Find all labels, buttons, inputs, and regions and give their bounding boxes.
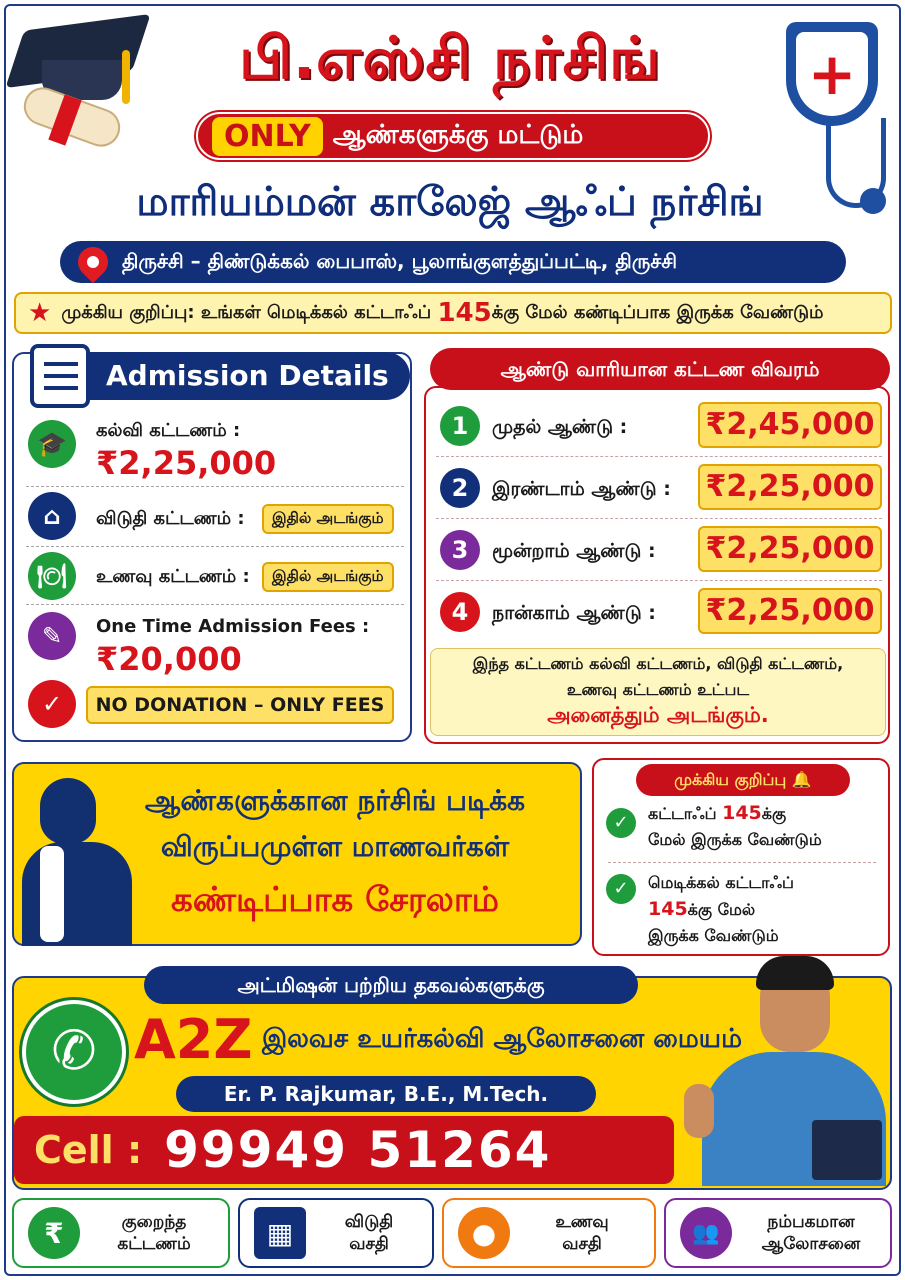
cell-label: Cell : xyxy=(34,1128,143,1172)
male-nurse-head xyxy=(40,778,96,844)
onetime-fee-label: One Time Admission Fees : xyxy=(96,616,370,637)
food-label: உணவு கட்டணம் : xyxy=(96,566,250,587)
nurse-coat xyxy=(40,846,64,942)
people-icon: 👥 xyxy=(680,1207,732,1259)
year-amount: ₹2,25,000 xyxy=(698,588,882,634)
year-amount: ₹2,25,000 xyxy=(698,464,882,510)
year-label: முதல் ஆண்டு : xyxy=(492,416,628,438)
feature-label: நம்பகமான ஆலோசனை xyxy=(761,1212,861,1254)
year-label: இரண்டாம் ஆண்டு : xyxy=(492,478,671,500)
phone-icon[interactable]: ✆ xyxy=(22,1000,126,1104)
divider xyxy=(436,580,882,581)
important-item-2: மெடிக்கல் கட்டாஃப் 145க்கு மேல் இருக்க வேண்டும் xyxy=(648,873,794,945)
building-icon: ▦ xyxy=(254,1207,306,1259)
cap-tassel xyxy=(122,50,130,104)
hostel-included-chip: இதில் அடங்கும் xyxy=(262,504,394,534)
location-pin-icon xyxy=(72,241,114,283)
admission-details-box xyxy=(12,352,412,742)
thumbs-up-icon xyxy=(684,1084,714,1138)
important-note-heading: முக்கிய குறிப்பு 🔔 xyxy=(636,764,850,796)
men-invite-line-3: கண்டிப்பாக சேரலாம் xyxy=(171,880,499,920)
form-document-icon: ✎ xyxy=(28,612,76,660)
star-icon: ★ xyxy=(28,298,52,328)
only-men-text: ஆண்களுக்கு மட்டும் xyxy=(332,119,584,150)
yearly-fees-note xyxy=(430,648,886,736)
notice-cutoff-number: 145 xyxy=(437,298,492,328)
only-men-banner xyxy=(196,112,710,160)
bell-icon: 🔔 xyxy=(791,770,812,789)
men-invite-line-1: ஆண்களுக்கான நர்சிங் படிக்க xyxy=(144,784,526,817)
tuition-label: கல்வி கட்டணம் : xyxy=(96,420,241,441)
graduation-cap-icon: 🎓 xyxy=(28,420,76,468)
rupee-icon: ₹ xyxy=(28,1207,80,1259)
divider xyxy=(608,862,876,863)
address-bar xyxy=(60,241,846,283)
check-icon: ✓ xyxy=(606,874,636,904)
no-donation-badge: NO DONATION – ONLY FEES xyxy=(86,686,394,724)
counselling-center-name: இலவச உயர்கல்வி ஆலோசனை மையம் xyxy=(262,1024,743,1054)
year-label: மூன்றாம் ஆண்டு : xyxy=(492,540,656,562)
hostel-label: விடுதி கட்டணம் : xyxy=(96,508,245,529)
admission-details-heading: Admission Details xyxy=(30,352,410,400)
plate-icon: ● xyxy=(458,1207,510,1259)
book-icon xyxy=(812,1120,882,1180)
year-number-badge: 1 xyxy=(440,406,480,446)
a2z-brand: A2Z xyxy=(134,1008,253,1071)
food-plate-icon: 🍽 xyxy=(28,552,76,600)
divider xyxy=(26,486,404,487)
cell-number[interactable]: 99949 51264 xyxy=(164,1121,552,1179)
address-text: திருச்சி – திண்டுக்கல் பைபாஸ், பூலாங்குளத்துப்பட்டி, திருச்சி xyxy=(122,248,677,273)
feature-low-fees xyxy=(12,1198,230,1268)
house-icon: ⌂ xyxy=(28,492,76,540)
onetime-fee-amount: ₹20,000 xyxy=(96,640,242,678)
notice-bar xyxy=(14,292,892,334)
student-hair xyxy=(756,956,834,990)
cell-bar xyxy=(14,1116,674,1184)
year-label: நான்காம் ஆண்டு : xyxy=(492,602,656,624)
feature-label: விடுதி வசதி xyxy=(344,1212,394,1254)
note-line-2: உணவு கட்டணம் உட்பட xyxy=(566,680,750,699)
year-amount: ₹2,45,000 xyxy=(698,402,882,448)
only-badge: ONLY xyxy=(212,117,323,156)
note-line-3: அனைத்தும் அடங்கும். xyxy=(547,703,769,727)
men-invite-line-2: விருப்பமுள்ள மாணவர்கள் xyxy=(160,830,510,863)
feature-label: குறைந்த கட்டணம் xyxy=(117,1212,191,1254)
year-amount: ₹2,25,000 xyxy=(698,526,882,572)
notice-suffix: க்கு மேல் கண்டிப்பாக இருக்க வேண்டும் xyxy=(491,301,824,323)
year-number-badge: 2 xyxy=(440,468,480,508)
clipboard-icon xyxy=(30,344,90,408)
college-name: மாரியம்மன் காலேஜ் ஆஃப் நர்சிங் xyxy=(136,179,764,225)
note-line-1: இந்த கட்டணம் கல்வி கட்டணம், விடுதி கட்டணம், xyxy=(472,654,844,673)
check-icon: ✓ xyxy=(606,808,636,838)
divider xyxy=(436,456,882,457)
contact-heading: அட்மிஷன் பற்றிய தகவல்களுக்கு xyxy=(144,966,638,1004)
important-item-1: கட்டாஃப் 145க்கு மேல் இருக்க வேண்டும் xyxy=(648,802,822,849)
divider xyxy=(26,546,404,547)
yearly-fees-heading: ஆண்டு வாரியான கட்டண விவரம் xyxy=(430,348,890,390)
tuition-amount: ₹2,25,000 xyxy=(96,444,277,482)
medical-shield-icon: + xyxy=(786,22,878,126)
divider xyxy=(26,604,404,605)
contact-person: Er. P. Rajkumar, B.E., M.Tech. xyxy=(176,1076,596,1112)
divider xyxy=(436,518,882,519)
notice-prefix: முக்கிய குறிப்பு: உங்கள் மெடிக்கல் கட்டாஃப் xyxy=(61,301,432,323)
food-included-chip: இதில் அடங்கும் xyxy=(262,562,394,592)
feature-hostel xyxy=(238,1198,434,1268)
year-number-badge: 3 xyxy=(440,530,480,570)
feature-counselling xyxy=(664,1198,892,1268)
shield-check-icon: ✓ xyxy=(28,680,76,728)
course-title: பி.எஸ்சி நர்சிங் xyxy=(239,24,661,92)
feature-label: உணவு வசதி xyxy=(555,1212,609,1254)
feature-food xyxy=(442,1198,656,1268)
year-number-badge: 4 xyxy=(440,592,480,632)
